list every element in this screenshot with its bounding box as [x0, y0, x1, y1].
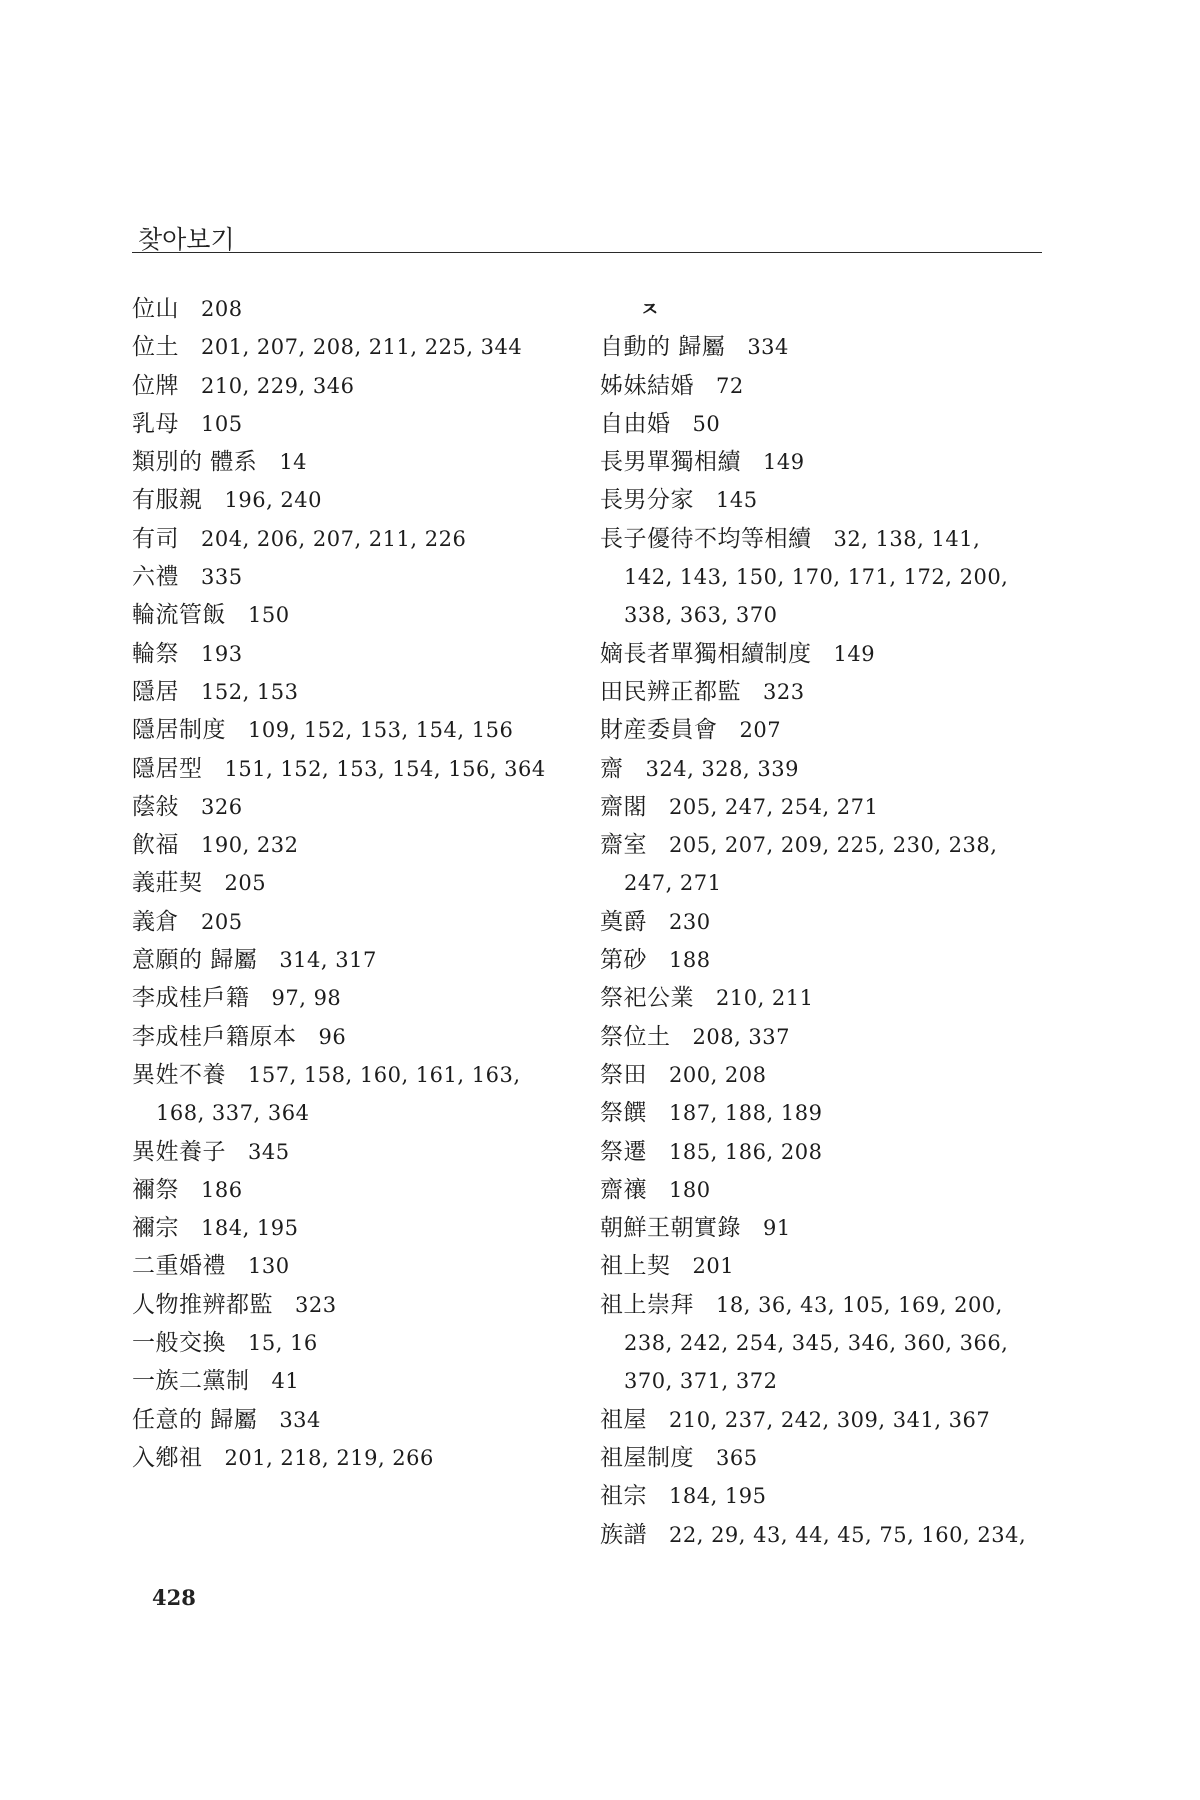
index-term: 意願的 歸屬 — [132, 947, 258, 974]
index-entry — [132, 290, 602, 328]
index-entry — [132, 481, 602, 519]
index-entry — [600, 941, 1050, 979]
index-term: 異姓不養 — [132, 1061, 226, 1088]
index-entry — [132, 750, 602, 788]
index-term: 禰宗 — [132, 1215, 179, 1242]
index-entry — [132, 1324, 602, 1362]
index-entry — [600, 979, 1050, 1017]
index-page-refs: 196, 240 — [224, 488, 323, 513]
index-entry — [132, 1286, 602, 1324]
index-entry — [600, 1209, 1050, 1247]
index-entry — [132, 1401, 602, 1439]
index-entry-continuation — [600, 864, 1050, 902]
index-term: 祖上契 — [600, 1253, 671, 1280]
index-column-left — [132, 290, 602, 1477]
index-entry — [600, 635, 1050, 673]
index-page-refs: 41 — [271, 1369, 300, 1394]
index-entry — [600, 1056, 1050, 1094]
index-page-refs: 201 — [692, 1254, 735, 1279]
index-entry-continuation — [600, 1324, 1050, 1362]
index-term: 齋禳 — [600, 1176, 647, 1203]
index-page-refs: 157, 158, 160, 161, 163, — [248, 1062, 521, 1087]
index-term: 位土 — [132, 334, 179, 361]
index-term: 長子優待不均等相續 — [600, 525, 812, 552]
index-page-refs: 207 — [739, 718, 782, 743]
index-page-refs: 370, 371, 372 — [624, 1369, 778, 1394]
index-page-refs: 168, 337, 364 — [156, 1101, 310, 1126]
index-page-refs: 335 — [201, 565, 243, 590]
index-entry — [132, 405, 602, 443]
index-page-refs: 151, 152, 153, 154, 156, 364 — [224, 756, 546, 781]
index-term: 隱居制度 — [132, 717, 226, 744]
index-term: 義莊契 — [132, 870, 203, 897]
index-term: 祖屋制度 — [600, 1444, 694, 1471]
index-page-refs: 97, 98 — [271, 986, 342, 1011]
index-term: 田民辨正都監 — [600, 678, 741, 705]
index-page-refs: 190, 232 — [201, 833, 299, 858]
index-entry — [132, 367, 602, 405]
index-term: 一族二黨制 — [132, 1368, 250, 1395]
index-entry — [132, 1362, 602, 1400]
index-page-refs: 22, 29, 43, 44, 45, 75, 160, 234, — [669, 1522, 1027, 1547]
index-entry — [132, 1133, 602, 1171]
index-term: 隱居 — [132, 678, 179, 705]
index-entry — [600, 826, 1050, 864]
index-term: 位牌 — [132, 372, 179, 399]
index-entry — [132, 826, 602, 864]
index-page-refs: 201, 218, 219, 266 — [224, 1445, 434, 1470]
header-rule — [132, 252, 1042, 253]
index-entry — [600, 1286, 1050, 1324]
index-page-refs: 15, 16 — [248, 1331, 318, 1356]
index-page-refs: 334 — [747, 335, 789, 360]
index-page-refs: 345 — [248, 1139, 290, 1164]
index-term: 長男單獨相續 — [600, 449, 741, 476]
index-entry — [600, 1247, 1050, 1285]
index-page-refs: 314, 317 — [279, 948, 377, 973]
index-entry — [600, 903, 1050, 941]
index-page-refs: 230 — [669, 909, 711, 934]
index-entry — [132, 1439, 602, 1477]
index-term: 隱居型 — [132, 755, 203, 782]
index-page-refs: 205, 207, 209, 225, 230, 238, — [669, 833, 998, 858]
index-entry — [600, 1439, 1050, 1477]
index-page-refs: 152, 153 — [201, 679, 299, 704]
index-entry — [600, 481, 1050, 519]
index-page-refs: 109, 152, 153, 154, 156 — [248, 718, 514, 743]
index-page-refs: 187, 188, 189 — [669, 1101, 823, 1126]
index-term: 異姓養子 — [132, 1138, 226, 1165]
index-term: 自由婚 — [600, 410, 671, 437]
index-entry-continuation — [600, 558, 1050, 596]
index-term: 有服親 — [132, 487, 203, 514]
index-entry — [132, 1018, 602, 1056]
index-term: 祭位土 — [600, 1023, 671, 1050]
index-page-refs: 32, 138, 141, — [833, 526, 981, 551]
index-page-refs: 210, 237, 242, 309, 341, 367 — [669, 1407, 991, 1432]
index-page-refs: 184, 195 — [201, 1216, 299, 1241]
index-page-refs: 145 — [716, 488, 758, 513]
index-page-refs: 150 — [248, 603, 290, 628]
index-entry — [132, 864, 602, 902]
index-entry — [132, 558, 602, 596]
index-page-refs: 205, 247, 254, 271 — [669, 794, 879, 819]
index-entry — [132, 328, 602, 366]
index-entry-continuation — [600, 596, 1050, 634]
index-term: 朝鮮王朝實錄 — [600, 1215, 741, 1242]
index-entry — [132, 635, 602, 673]
index-page-refs: 18, 36, 43, 105, 169, 200, — [716, 1292, 1003, 1317]
index-entry — [600, 1171, 1050, 1209]
index-page-refs: 238, 242, 254, 345, 346, 360, 366, — [624, 1331, 1009, 1356]
index-entry — [132, 941, 602, 979]
index-entry-continuation — [600, 1362, 1050, 1400]
index-page-refs: 188 — [669, 948, 711, 973]
index-page-refs: 105 — [201, 411, 243, 436]
index-entry — [600, 443, 1050, 481]
index-term: 六禮 — [132, 564, 179, 591]
index-term: 類別的 體系 — [132, 449, 258, 476]
index-entry — [132, 1209, 602, 1247]
index-entry — [600, 405, 1050, 443]
index-page-refs: 91 — [763, 1216, 791, 1241]
index-entry — [600, 520, 1050, 558]
index-page-refs: 149 — [763, 450, 805, 475]
index-term: 齋 — [600, 755, 624, 782]
index-page-refs: 142, 143, 150, 170, 171, 172, 200, — [624, 565, 1009, 590]
index-entry — [600, 1018, 1050, 1056]
index-term: 祭遷 — [600, 1138, 647, 1165]
index-column-right — [600, 290, 1050, 1554]
index-entry — [132, 673, 602, 711]
index-term: 齋室 — [600, 832, 647, 859]
index-page-refs: 184, 195 — [669, 1484, 767, 1509]
index-term: 財産委員會 — [600, 717, 718, 744]
index-entry — [600, 328, 1050, 366]
index-page-refs: 210, 229, 346 — [201, 373, 355, 398]
index-page-refs: 210, 211 — [716, 986, 814, 1011]
index-entry — [132, 1056, 602, 1094]
index-page-refs: 72 — [716, 373, 744, 398]
index-term: 姊妹結婚 — [600, 372, 694, 399]
index-term: 李成桂戶籍 — [132, 985, 250, 1012]
index-entry — [600, 1516, 1050, 1554]
index-term: 祭饌 — [600, 1100, 647, 1127]
index-entry — [600, 1401, 1050, 1439]
index-entry — [600, 1133, 1050, 1171]
index-term: 祭田 — [600, 1061, 647, 1088]
index-page-refs: 323 — [295, 1292, 337, 1317]
index-section-heading: ㅈ — [640, 297, 660, 321]
index-term: 一般交換 — [132, 1330, 226, 1357]
index-entry-continuation — [132, 1094, 602, 1132]
index-entry — [600, 788, 1050, 826]
index-page-refs: 186 — [201, 1177, 243, 1202]
index-term: 自動的 歸屬 — [600, 334, 726, 361]
index-entry — [600, 1477, 1050, 1515]
index-page-refs: 205 — [224, 871, 267, 896]
index-term: 祭祀公業 — [600, 985, 694, 1012]
index-entry — [132, 520, 602, 558]
page-number: 428 — [152, 1585, 196, 1610]
index-entry — [132, 711, 602, 749]
index-page-refs: 208, 337 — [692, 1024, 791, 1049]
index-term: 輪祭 — [132, 640, 179, 667]
index-term: 入鄕祖 — [132, 1444, 203, 1471]
index-entry — [600, 367, 1050, 405]
index-entry — [132, 443, 602, 481]
index-page-refs: 50 — [692, 411, 721, 436]
running-head: 찾아보기 — [138, 225, 235, 254]
index-page-refs: 324, 328, 339 — [645, 756, 799, 781]
index-page-refs: 180 — [669, 1177, 711, 1202]
index-term: 蔭敍 — [132, 793, 179, 820]
index-term: 李成桂戶籍原本 — [132, 1023, 297, 1050]
index-term: 輪流管飯 — [132, 602, 226, 629]
index-page-refs: 193 — [201, 641, 243, 666]
index-page-refs: 338, 363, 370 — [624, 603, 778, 628]
index-term: 祖上崇拜 — [600, 1291, 694, 1318]
index-page-refs: 96 — [318, 1024, 347, 1049]
index-term: 有司 — [132, 525, 179, 552]
index-term: 族譜 — [600, 1521, 647, 1548]
index-page-refs: 334 — [279, 1407, 321, 1432]
index-page-refs: 130 — [248, 1254, 290, 1279]
index-term: 乳母 — [132, 410, 179, 437]
index-term: 二重婚禮 — [132, 1253, 226, 1280]
index-entry — [600, 711, 1050, 749]
index-term: 人物推辨都監 — [132, 1291, 273, 1318]
index-page-refs: 14 — [279, 450, 308, 475]
index-entry — [600, 750, 1050, 788]
index-term: 禰祭 — [132, 1176, 179, 1203]
index-page-refs: 365 — [716, 1445, 758, 1470]
index-entry — [132, 1171, 602, 1209]
index-page-refs: 185, 186, 208 — [669, 1139, 823, 1164]
index-page-refs: 149 — [833, 641, 876, 666]
index-term: 齋閣 — [600, 793, 647, 820]
index-term: 長男分家 — [600, 487, 694, 514]
index-term: 義倉 — [132, 908, 179, 935]
index-term: 祖屋 — [600, 1406, 647, 1433]
index-term: 嫡長者單獨相續制度 — [600, 640, 812, 667]
index-term: 飮福 — [132, 832, 179, 859]
index-entry — [600, 1094, 1050, 1132]
index-term: 第砂 — [600, 947, 647, 974]
index-entry — [132, 979, 602, 1017]
index-page-refs: 204, 206, 207, 211, 226 — [201, 526, 467, 551]
index-page-refs: 326 — [201, 794, 243, 819]
index-page-refs: 205 — [201, 909, 243, 934]
index-entry — [132, 596, 602, 634]
index-term: 祖宗 — [600, 1483, 647, 1510]
index-entry — [132, 788, 602, 826]
index-entry — [600, 673, 1050, 711]
index-term: 任意的 歸屬 — [132, 1406, 258, 1433]
index-term: 奠爵 — [600, 908, 647, 935]
index-entry — [132, 903, 602, 941]
index-entry — [132, 1247, 602, 1285]
index-page-refs: 201, 207, 208, 211, 225, 344 — [201, 335, 523, 360]
index-page-refs: 323 — [763, 679, 805, 704]
index-term: 位山 — [132, 296, 179, 322]
index-page-refs: 200, 208 — [669, 1062, 767, 1087]
index-page-refs: 247, 271 — [624, 871, 722, 896]
index-page-refs: 208 — [201, 297, 243, 321]
